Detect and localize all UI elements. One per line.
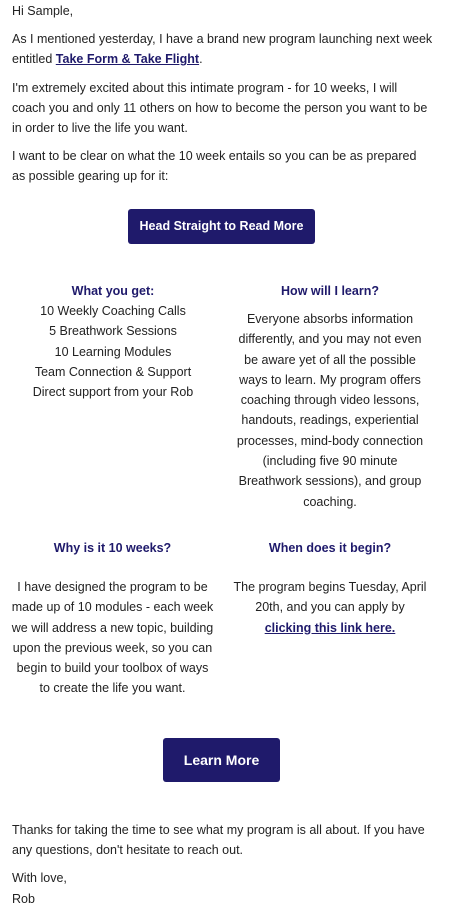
when-begin-section xyxy=(232,538,428,638)
closing-paragraph: Thanks for taking the time to see what my program is all about. If you have any questions, don't hesitate to reach out. xyxy=(12,823,425,857)
signature: Rob xyxy=(12,892,35,906)
how-learn-heading: How will I learn? xyxy=(281,284,379,298)
what-you-get-section xyxy=(22,281,204,402)
intro-paragraph xyxy=(12,29,442,69)
what-you-get-list xyxy=(22,301,204,402)
when-begin-body xyxy=(232,577,428,638)
list-item: Direct support from your Rob xyxy=(32,385,194,400)
read-more-button[interactable]: Head Straight to Read More xyxy=(128,209,315,244)
why-10-weeks-heading: Why is it 10 weeks? xyxy=(53,541,172,555)
learn-more-button[interactable]: Learn More xyxy=(163,738,280,782)
list-item: 5 Breathwork Sessions xyxy=(49,324,177,339)
when-begin-text: The program begins Tuesday, April 20th, and you can apply by xyxy=(233,580,427,615)
clarity-paragraph: I want to be clear on what the 10 week entails so you can be as prepared as possible gearing up for it: xyxy=(12,149,417,183)
how-learn-section xyxy=(232,281,428,512)
signoff: With love, xyxy=(12,871,67,885)
program-title-link[interactable]: Take Form & Take Flight xyxy=(55,52,200,66)
greeting: Hi Sample, xyxy=(12,4,74,18)
list-item: Team Connection & Support xyxy=(34,364,192,379)
list-item: 10 Learning Modules xyxy=(54,344,172,359)
why-10-weeks-body: I have designed the program to be made up of 10 modules - each week we will address a new topic, building upon the previous week, so you can begin to build your toolbox of ways to create the life you want. xyxy=(11,580,214,696)
excitement-paragraph: I'm extremely excited about this intimate program - for 10 weeks, I will coach you and only 11 others on how to become the person you want to be in order to live the life you want. xyxy=(12,81,428,135)
when-begin-heading: When does it begin? xyxy=(268,541,392,555)
what-you-get-heading: What you get: xyxy=(71,284,155,298)
intro-end: . xyxy=(199,52,203,66)
how-learn-body: Everyone absorbs information differently, and you may not even be aware yet of all the possible ways to learn. My program offers coaching through video lessons, handouts, readings, experiential processes, mind-body connection (including five 90 minute Breathwork sessions), and group coaching. xyxy=(236,312,424,509)
list-item: 10 Weekly Coaching Calls xyxy=(40,304,186,318)
apply-link[interactable]: clicking this link here. xyxy=(264,620,396,635)
why-10-weeks-section xyxy=(10,538,215,699)
intro-text: As I mentioned yesterday, I have a brand new program launching next week entitled xyxy=(12,32,433,66)
